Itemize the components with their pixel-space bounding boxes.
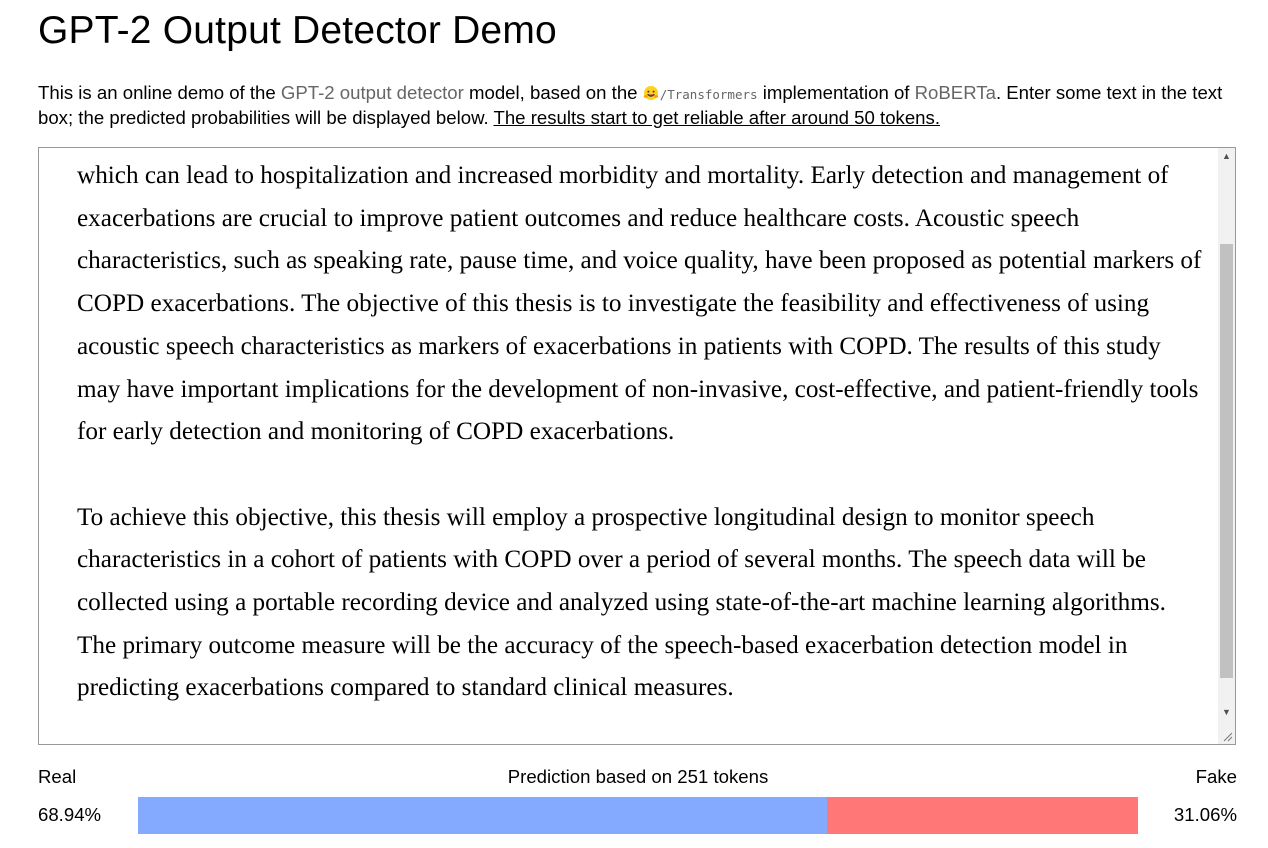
gpt2-detector-link[interactable]: GPT-2 output detector <box>280 82 464 103</box>
text-input-content[interactable] <box>77 155 1207 710</box>
real-probability-bar <box>138 797 827 834</box>
probability-bar <box>138 797 1138 834</box>
prediction-token-count: Prediction based on 251 tokens <box>507 766 769 787</box>
intro-text: This is an online demo of the <box>38 82 281 103</box>
scrollbar-thumb[interactable] <box>1220 244 1233 678</box>
resize-handle-icon[interactable] <box>1218 727 1235 744</box>
transformers-link[interactable] <box>643 82 758 103</box>
real-label: Real <box>38 766 77 787</box>
text-paragraph: which can lead to hospitalization and increased morbidity and mortality. Early detection and management of exacerbations are crucial to improve patient outcomes and reduce healthcare costs. Acoustic speech characteristics, such as speaking rate, pause time, and voice quality, have been proposed as potential markers of COPD exacerbations. The objective of this thesis is to investigate the feasibility and effectiveness of using acoustic speech characteristics as markers of exacerbations in patients with COPD. The results of this study may have important implications for the development of non-invasive, cost-effective, and patient-friendly tools for early detection and monitoring of COPD exacerbations. <box>77 162 1202 446</box>
page-title: GPT-2 Output Detector Demo <box>38 9 557 52</box>
real-percentage: 68.94% <box>38 804 102 825</box>
fake-percentage: 31.06% <box>1173 804 1237 825</box>
paragraph-gap <box>77 454 1207 497</box>
scroll-up-arrow-icon[interactable]: ▲ <box>1222 151 1231 161</box>
reliability-note: The results start to get reliable after around 50 tokens. <box>493 107 940 128</box>
text-paragraph: To achieve this objective, this thesis will employ a prospective longitudinal design to monitor speech characteristics in a cohort of patients with COPD over a period of several months. The speech data will be collected using a portable recording device and analyzed using state-of-the-art machine learning algorithms. The primary outcome measure will be the accuracy of the speech-based exacerbation detection model in predicting exacerbations compared to standard clinical measures. <box>77 503 1166 702</box>
scroll-down-arrow-icon[interactable]: ▼ <box>1222 707 1231 717</box>
text-input-area[interactable] <box>38 147 1236 745</box>
fake-probability-bar <box>827 797 1138 834</box>
resize-grip-icon <box>1218 727 1235 744</box>
fake-label: Fake <box>1195 766 1237 787</box>
intro-paragraph <box>38 81 1248 129</box>
transformers-link-label: /Transformers <box>659 87 758 102</box>
intro-text: model, based on the <box>463 82 643 103</box>
intro-text: implementation of <box>757 82 915 103</box>
vertical-scrollbar[interactable] <box>1218 148 1235 744</box>
roberta-link[interactable]: RoBERTa <box>914 82 996 103</box>
hugging-face-emoji-icon <box>643 85 659 101</box>
intro-text: . Enter some text in the text box; the predicted probabilities will be displayed below. <box>38 82 1223 128</box>
